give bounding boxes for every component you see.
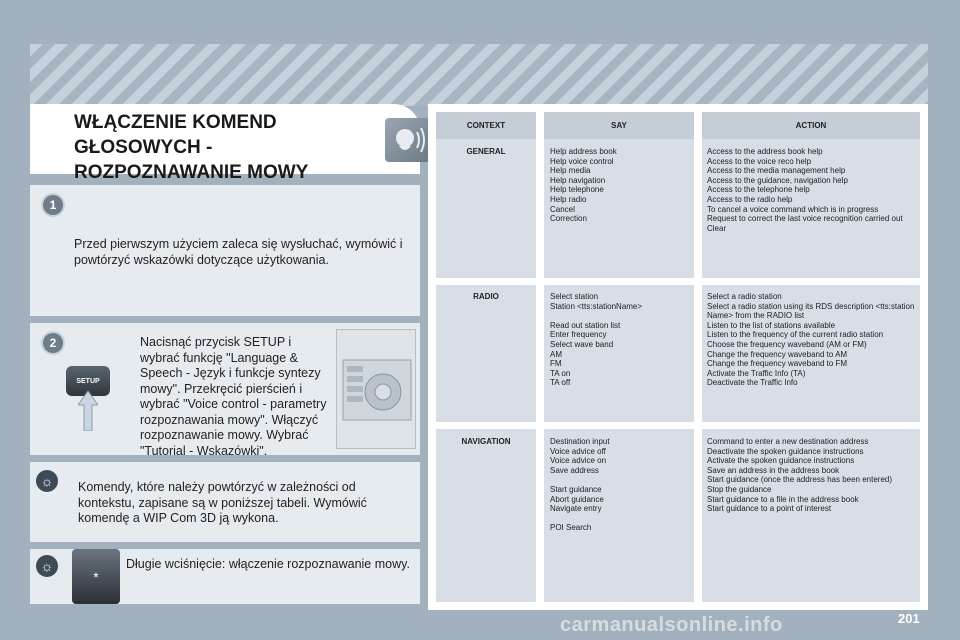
step-two-panel — [30, 323, 420, 458]
step-number-badge: 1 — [43, 195, 63, 215]
say-cell: Help address book Help voice control Help media Help navigation Help telephone Help radio Cancel Correction — [550, 147, 617, 224]
table-header-say: SAY — [544, 112, 694, 139]
long-press-text: Długie wciśnięcie: włączenie rozpoznawanie mowy. — [126, 557, 410, 571]
context-cell: NAVIGATION — [461, 437, 511, 446]
step-number-badge: 2 — [43, 333, 63, 353]
say-cell: Destination input Voice advice off Voice advice on Save address Start guidance Abort guidance Navigate entry POI Search — [550, 437, 610, 533]
lightbulb-tip-icon: ☼ — [36, 470, 58, 492]
watermark: carmanualsonline.info — [560, 614, 783, 636]
tip-text: Komendy, które należy powtórzyć w zależności od kontekstu, zapisane są w poniższej tabeli. Wymówić komendę a WIP Com 3D ją wykona. — [78, 480, 367, 525]
step-one-panel — [30, 185, 420, 316]
table-header-action: ACTION — [702, 112, 920, 139]
step-two-text: Nacisnąć przycisk SETUP i wybrać funkcję "Language & Speech - Język i funkcje syntezy mowy". Przekręcić pierścień i wybrać "Voice control - parametry rozpoznawania mowy". Włączyć rozpoznawanie mowy. Wybrać "Tutorial - Wskazówki". — [140, 335, 327, 458]
voice-commands-table — [428, 104, 928, 610]
page-number: 201 — [898, 611, 920, 626]
say-cell: Select station Station <tts:stationName> Read out station list Enter frequency Select wave band AM FM TA on TA off — [550, 292, 643, 388]
setup-button-icon: SETUP — [66, 366, 110, 396]
title-panel — [30, 104, 420, 183]
tip-panel — [30, 462, 420, 542]
radio-device-image — [336, 329, 416, 449]
action-cell: Command to enter a new destination address Deactivate the spoken guidance instructions Activate the spoken guidance instructions Save an address in the address book Start guidance (once the address has been entered) Stop the guidance Start guidance to a file in the address book Start guidance to a point of interest — [707, 437, 893, 514]
action-cell: Access to the address book help Access to the voice reco help Access to the media management help Access to the guidance, navigation help Access to the telephone help Access to the radio help To cancel a voice command which is in progress Request to correct the last voice recognition carried out Clear — [707, 147, 903, 233]
long-press-panel — [30, 549, 420, 604]
arrow-up-icon — [78, 391, 98, 431]
row-divider — [436, 422, 920, 429]
header-stripe-band — [30, 44, 928, 106]
voice-speaking-icon — [385, 118, 431, 162]
context-cell: RADIO — [473, 292, 499, 301]
page-title: WŁĄCZENIE KOMEND GŁOSOWYCH - ROZPOZNAWANIE MOWY — [74, 112, 309, 183]
steering-keypad-icon: * — [72, 549, 120, 604]
lightbulb-tip-icon: ☼ — [36, 555, 58, 577]
context-column — [436, 112, 536, 602]
table-header-context: CONTEXT — [436, 112, 536, 139]
step-one-text: Przed pierwszym użyciem zaleca się wysłuchać, wymówić i powtórzyć wskazówki dotyczące użytkowania. — [74, 237, 403, 267]
action-cell: Select a radio station Select a radio station using its RDS description <tts:station Name> from the RADIO list Listen to the list of stations available Listen to the frequency of the current radio station Choose the frequency waveband (AM or FM) Change the frequency waveband to AM Change the frequency waveband to FM Activate the Traffic Info (TA) Deactivate the Traffic Info — [707, 292, 915, 388]
row-divider — [436, 278, 920, 285]
context-cell: GENERAL — [466, 147, 506, 156]
